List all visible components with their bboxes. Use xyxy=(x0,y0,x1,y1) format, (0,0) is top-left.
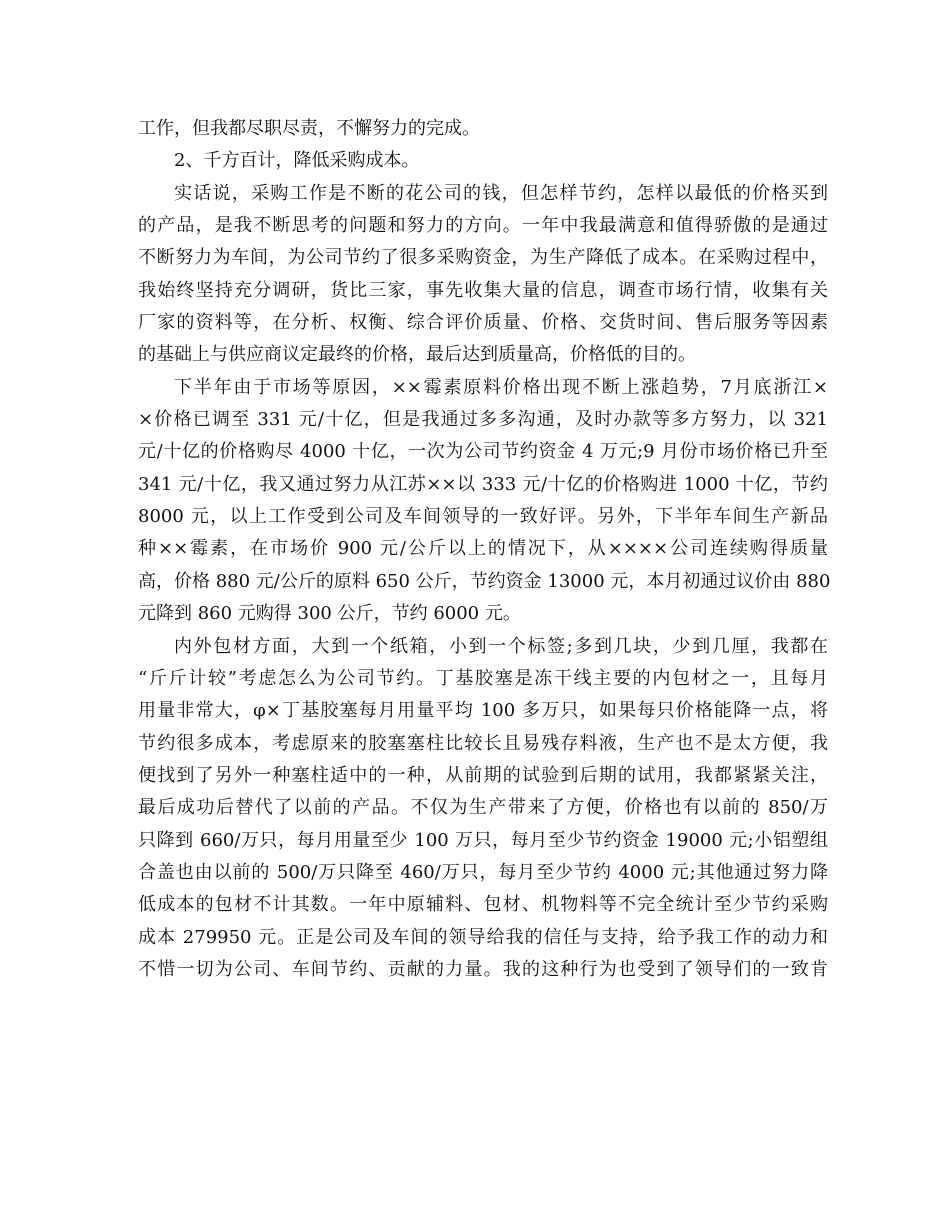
text-line: 种××霉素，在市场价 900 元/公斤以上的情况下，从××××公司连续购得质量 xyxy=(138,538,828,560)
text-line: 厂家的资料等，在分析、权衡、综合评价质量、价格、交货时间、售后服务等因素 xyxy=(138,312,828,334)
text-line: 2、千方百计，降低采购成本。 xyxy=(174,150,420,172)
text-line: 成本 279950 元。正是公司及车间的领导给我的信任与支持，给予我工作的动力和 xyxy=(138,926,828,948)
text-line: 只降到 660/万只，每月用量至少 100 万只，每月至少节约资金 19000 元;小铝塑组 xyxy=(138,829,828,851)
text-line: 低成本的包材不计其数。一年中原辅料、包材、机物料等不完全统计至少节约采购 xyxy=(138,894,828,916)
text-line: 的产品，是我不断思考的问题和努力的方向。一年中我最满意和值得骄傲的是通过 xyxy=(138,215,828,237)
text-line: 元/十亿的价格购尽 4000 十亿，一次为公司节约资金 4 万元;9 月份市场价格已升至 xyxy=(138,441,828,463)
text-line: 不断努力为车间，为公司节约了很多采购资金，为生产降低了成本。在采购过程中， xyxy=(138,247,828,269)
text-line: 8000 元，以上工作受到公司及车间领导的一致好评。另外，下半年车间生产新品 xyxy=(138,506,828,528)
text-line: 我始终坚持充分调研，货比三家，事先收集大量的信息，调查市场行情，收集有关 xyxy=(138,279,828,301)
text-line: 不惜一切为公司、车间节约、贡献的力量。我的这种行为也受到了领导们的一致肯 xyxy=(138,958,828,980)
document-body xyxy=(138,113,831,986)
text-line: “斤斤计较”考虑怎么为公司节约。丁基胶塞是冻干线主要的内包材之一，且每月 xyxy=(138,667,828,689)
text-line: 下半年由于市场等原因，××霉素原料价格出现不断上涨趋势，7月底浙江× xyxy=(174,376,828,398)
text-line: 高，价格 880 元/公斤的原料 650 公斤，节约资金 13000 元，本月初通过议价由 880 xyxy=(138,570,831,592)
text-line: 节约很多成本，考虑原来的胶塞塞柱比较长且易残存料液，生产也不是太方便，我 xyxy=(138,732,828,754)
text-line: 内外包材方面，大到一个纸箱，小到一个标签;多到几块，少到几厘，我都在 xyxy=(174,635,828,657)
text-line: 最后成功后替代了以前的产品。不仅为生产带来了方便，价格也有以前的 850/万 xyxy=(138,797,828,819)
text-line: 实话说，采购工作是不断的花公司的钱，但怎样节约，怎样以最低的价格买到 xyxy=(174,182,828,204)
text-line: 便找到了另外一种塞柱适中的一种，从前期的试验到后期的试用，我都紧紧关注， xyxy=(138,764,828,786)
text-line: 合盖也由以前的 500/万只降至 460/万只，每月至少节约 4000 元;其他通过努力降 xyxy=(138,861,828,883)
text-line: 用量非常大，φ×丁基胶塞每月用量平均 100 多万只，如果每只价格能降一点，将 xyxy=(138,700,828,722)
text-line: ×价格已调至 331 元/十亿，但是我通过多多沟通，及时办款等多方努力，以 321 xyxy=(138,409,828,431)
text-line: 的基础上与供应商议定最终的价格，最后达到质量高，价格低的目的。 xyxy=(138,344,696,366)
text-line: 工作，但我都尽职尽责，不懈努力的完成。 xyxy=(138,118,480,139)
text-line: 341 元/十亿，我又通过努力从江苏××以 333 元/十亿的价格购进 1000 十亿，节约 xyxy=(138,473,828,495)
text-line: 元降到 860 元购得 300 公斤，节约 6000 元。 xyxy=(138,603,521,625)
